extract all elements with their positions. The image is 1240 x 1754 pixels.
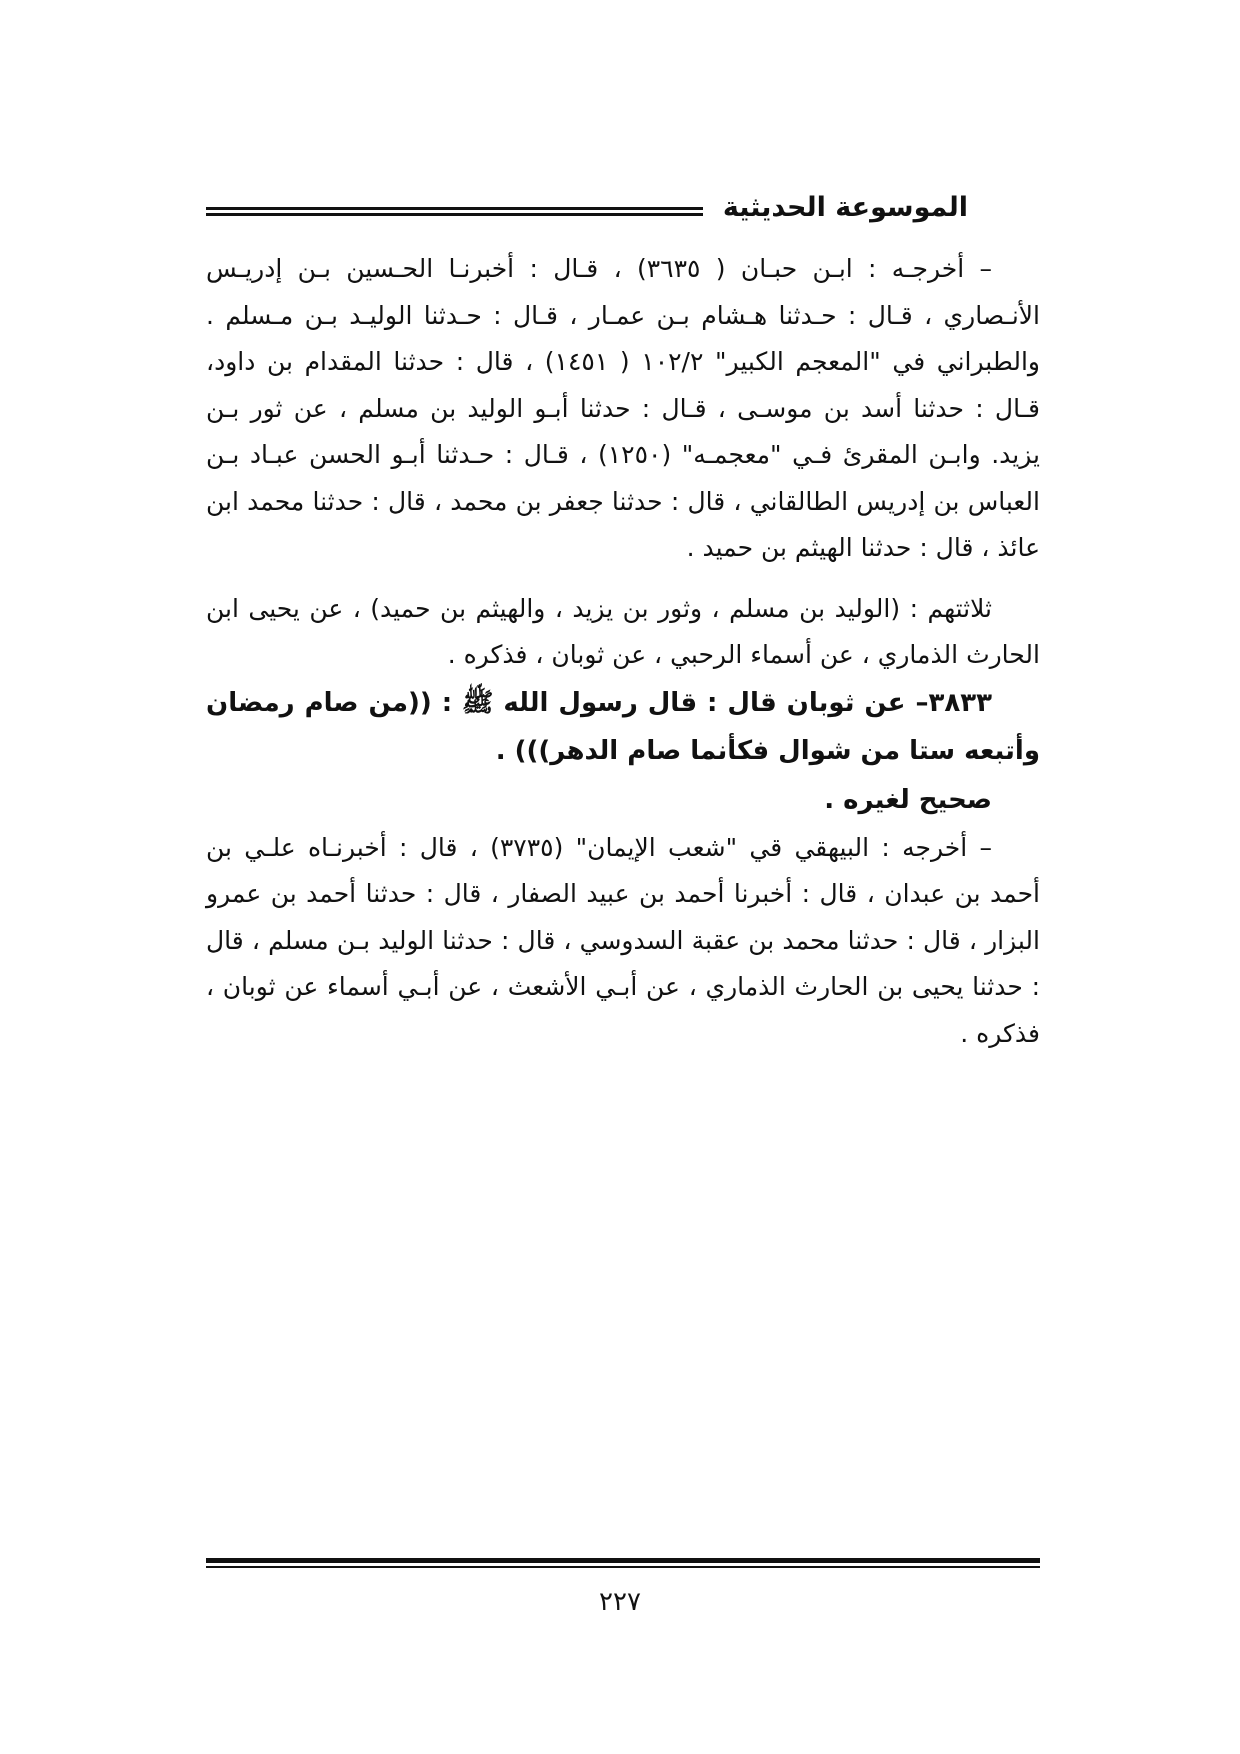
page-number: ٢٢٧ [599, 1587, 641, 1617]
running-header [206, 186, 1040, 236]
takhrij-paragraph-2: ثلاثتهم : (الوليد بن مسلم ، وثور بن يزيد ، والهيثم بن حميد) ، عن يحيى ابن الحارث الذماري ، عن أسماء الرحبي ، عن ثوبان ، فذكره . [206, 593, 1040, 669]
takhrij-paragraph-3: – أخرجه : البيهقي قي "شعب الإيمان" (٣٧٣٥) ، قال : أخبرنـاه علـي بن أحمد بن عبدان ، قال : أخبرنا أحمد بن عبيد الصفار ، قال : حدثنا أحمد بن عمرو البزار ، قال : حدثنا محمد بن عقبة السدوسي ، قال : حدثنا الوليد بـن مسلم ، قال : حدثنا يحيى بن الحارث الذماري ، عن أبـي الأشعث ، عن أبـي أسماء عن ثوبان ، فذكره . [206, 832, 1040, 1048]
page-body [206, 246, 1040, 1057]
header-title: الموسوعة الحديثية [703, 186, 1040, 230]
hadith-text: ٣٨٣٣– عن ثوبان قال : قال رسول الله ﷺ : ((من صام رمضان وأتبعه ستا من شوال فكأنما صام الدهر))) . [206, 687, 1040, 766]
takhrij-paragraph-1: – أخرجـه : ابـن حبـان ( ٣٦٣٥) ، قـال : أخبرنـا الحـسين بـن إدريـس الأنـصاري ، قـال : حـدثنا هـشام بـن عمـار ، قـال : حـدثنا الوليـد بـن مـسلم . والطبراني في "المعجم الكبير" ١٠٢/٢ ( ١٤٥١) ، قال : حدثنا المقدام بن داود، قـال : حدثنا أسد بن موسـى ، قـال : حدثنا أبـو الوليد بن مسلم ، عن ثور بـن يزيد. وابـن المقرئ فـي "معجمـه" (١٢٥٠) ، قـال : حـدثنا أبـو الحسن عبـاد بـن العباس بن إدريس الطالقاني ، قال : حدثنا جعفر بن محمد ، قال : حدثنا محمد ابن عائذ ، قال : حدثنا الهيثم بن حميد . [206, 254, 1040, 562]
footer-rule [206, 1558, 1040, 1568]
hadith-grade: صحيح لغيره . [824, 784, 992, 815]
